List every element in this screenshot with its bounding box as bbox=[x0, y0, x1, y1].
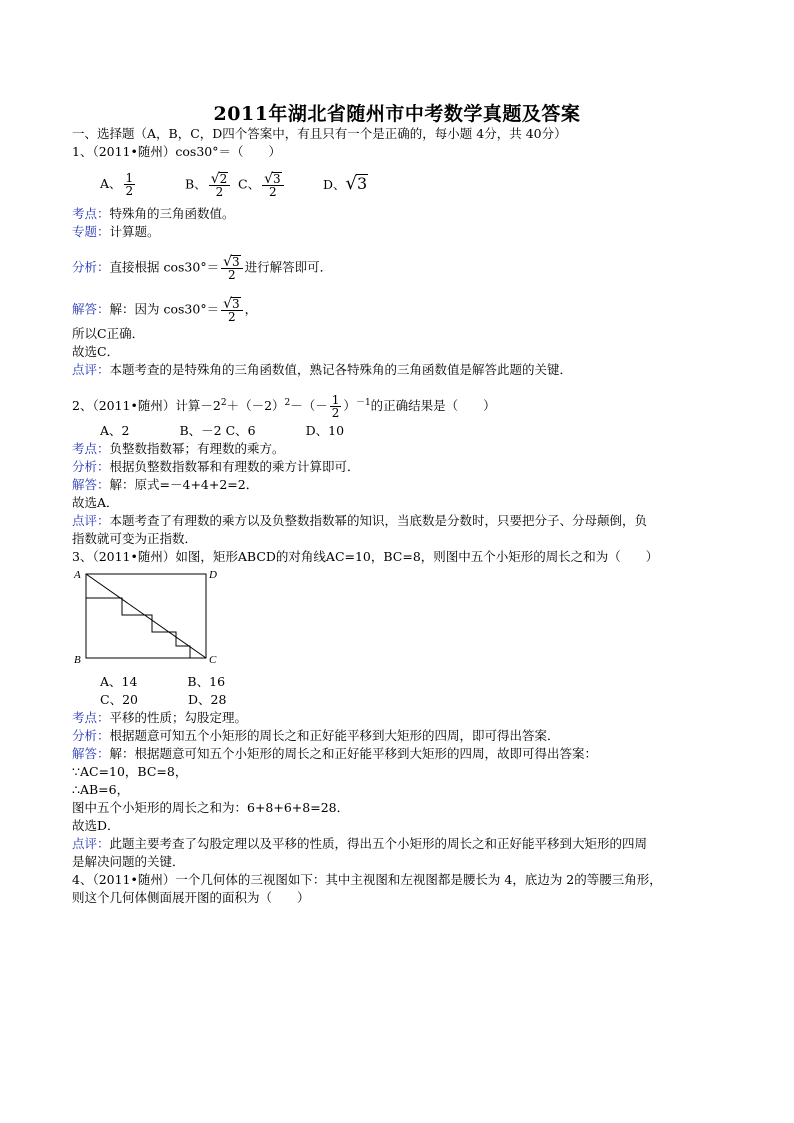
q2-fenxi: 分析：根据负整数指数幂和有理数的乘方计算即可． bbox=[72, 459, 360, 474]
q1-option-a: A、 $\frac{1}{2}$ bbox=[100, 171, 134, 198]
q3-options-row2: C、20 D、28 bbox=[100, 692, 227, 707]
q1-kaodian: 考点：特殊角的三角函数值。 bbox=[72, 206, 235, 221]
q3-line3: 图中五个小矩形的周长之和为：6+8+6+8=28． bbox=[72, 800, 350, 815]
q3-line4: 故选D． bbox=[72, 818, 120, 833]
q1-option-d: D、√3 bbox=[323, 173, 368, 194]
label-b: B bbox=[74, 654, 81, 666]
q2-options: A、2 B、－2 C、6 D、10 bbox=[100, 423, 345, 438]
q1-stem: 1、（2011•随州）cos30°＝（ ） bbox=[72, 144, 281, 159]
q1-option-c: C、 $\frac{√3}{2}$ bbox=[238, 172, 286, 198]
q3-dianping-cont: 是解决问题的关键． bbox=[72, 854, 185, 869]
q1-zhuanti: 专题：计算题。 bbox=[72, 224, 160, 239]
q4-stem-cont: 则这个几何体侧面展开图的面积为（ ） bbox=[72, 890, 310, 905]
q1-fenxi: 分析：直接根据 cos30°＝ $\frac{√3}{2}$ 进行解答即可． bbox=[72, 254, 333, 282]
q3-fenxi: 分析：根据题意可知五个小矩形的周长之和正好能平移到大矩形的四周，即可得出答案． bbox=[72, 728, 560, 743]
label-d: D bbox=[209, 569, 217, 581]
q1-jieda: 解答：解：因为 cos30°＝ $\frac{√3}{2}$ ， bbox=[72, 296, 258, 324]
label-a: A bbox=[74, 569, 81, 581]
q3-dianping: 点评：此题主要考查了勾股定理以及平移的性质，得出五个小矩形的周长之和正好能平移到大矩形的四周 bbox=[72, 836, 648, 851]
section-heading: 一、选择题（A，B，C，D四个答案中，有且只有一个是正确的，每小题 4分，共 40分） bbox=[72, 126, 567, 141]
q3-options-row1: A、14 B、16 bbox=[100, 674, 226, 689]
q2-dianping-cont: 指数就可变为正指数． bbox=[72, 531, 198, 546]
staircase bbox=[86, 598, 190, 658]
q1-line2: 故选C． bbox=[72, 344, 120, 359]
q1-dianping: 点评：本题考查的是特殊角的三角函数值，熟记各特殊角的三角函数值是解答此题的关键． bbox=[72, 362, 573, 377]
q2-line1: 故选A． bbox=[72, 495, 119, 510]
q3-line1: ∵AC=10，BC=8， bbox=[72, 764, 188, 779]
q3-jieda: 解答：解：根据题意可知五个小矩形的周长之和正好能平移到大矩形的四周，故即可得出答案： bbox=[72, 746, 598, 761]
q3-kaodian: 考点：平移的性质；勾股定理。 bbox=[72, 710, 248, 725]
q2-jieda: 解答：解：原式=－4+4+2=2． bbox=[72, 477, 259, 492]
q3-stem: 3、（2011•随州）如图，矩形ABCD的对角线AC=10，BC=8，则图中五个小矩形的周长之和为（ ） bbox=[72, 549, 659, 564]
diagonal-ac bbox=[86, 574, 206, 658]
q1-option-b: B、 $\frac{√2}{2}$ bbox=[185, 172, 232, 198]
page-title: 2011年湖北省随州市中考数学真题及答案 bbox=[213, 103, 581, 125]
q1-line1: 所以C正确． bbox=[72, 326, 145, 341]
q4-stem: 4、（2011•随州）一个几何体的三视图如下：其中主视图和左视图都是腰长为 4，底边为 2的等腰三角形， bbox=[72, 872, 662, 887]
q3-line2: ∴AB=6， bbox=[72, 782, 130, 797]
q2-dianping: 点评：本题考查了有理数的乘方以及负整数指数幂的知识，当底数是分数时，只要把分子、分母颠倒，负 bbox=[72, 513, 648, 528]
q2-kaodian: 考点：负整数指数幂；有理数的乘方。 bbox=[72, 441, 285, 456]
rectangle-figure bbox=[72, 566, 222, 668]
q2-stem: 2、（2011•随州）计算$-2^2+(-2)^2-(-$ $\frac{1}{2}$ ）$^{-1}$的正确结果是（ ） bbox=[72, 393, 496, 420]
label-c: C bbox=[209, 654, 217, 666]
